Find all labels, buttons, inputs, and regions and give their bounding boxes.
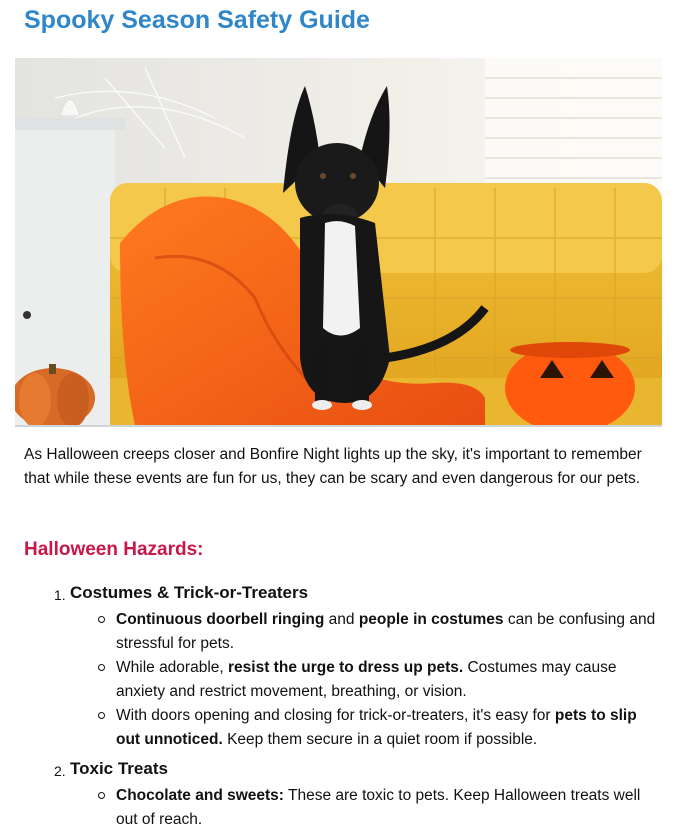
tip-text: can be confusing and stressful for pets.: [116, 611, 656, 652]
tip-emphasis: pets to slip out unnoticed.: [116, 707, 637, 748]
hazard-list: [0, 580, 676, 836]
hazard-number: 1.: [54, 587, 66, 603]
hazard-item: [0, 756, 676, 832]
tip-emphasis: Chocolate and sweets:: [116, 787, 284, 804]
hazard-item: [0, 580, 676, 752]
hazard-title: Toxic Treats: [70, 759, 168, 778]
tip-text: With doors opening and closing for trick-or-treaters, it's easy for: [116, 707, 555, 724]
tip-text: Costumes may cause anxiety and restrict movement, breathing, or vision.: [116, 659, 617, 700]
tip-emphasis: resist the urge to dress up pets.: [228, 659, 464, 676]
tip-item: [116, 608, 656, 656]
bullet-icon: [98, 792, 105, 799]
tip-item: [116, 784, 656, 832]
tip-text: Keep them secure in a quiet room if possible.: [222, 731, 538, 748]
tip-list: [70, 608, 676, 752]
hazard-number: 2.: [54, 763, 66, 779]
tip-list: [70, 784, 676, 832]
tip-text: While adorable,: [116, 659, 229, 676]
page-title: Spooky Season Safety Guide: [24, 6, 370, 34]
intro-paragraph: As Halloween creeps closer and Bonfire Night lights up the sky, it's important to remember that while these events are fun for us, they can be scary and even dangerous for our pets.: [24, 446, 642, 487]
hero-image: [15, 58, 662, 427]
bullet-icon: [98, 712, 105, 719]
tip-text: and: [324, 611, 359, 628]
tip-emphasis: Continuous doorbell ringing: [116, 611, 325, 628]
tip-item: [116, 656, 656, 704]
tip-text: These are toxic to pets. Keep Halloween treats well out of reach.: [116, 787, 641, 828]
bullet-icon: [98, 664, 105, 671]
section-heading: Halloween Hazards:: [24, 539, 204, 560]
bullet-icon: [98, 616, 105, 623]
tip-emphasis: people in costumes: [358, 611, 504, 628]
tip-item: [116, 704, 656, 752]
hazard-title: Costumes & Trick-or-Treaters: [70, 583, 309, 602]
